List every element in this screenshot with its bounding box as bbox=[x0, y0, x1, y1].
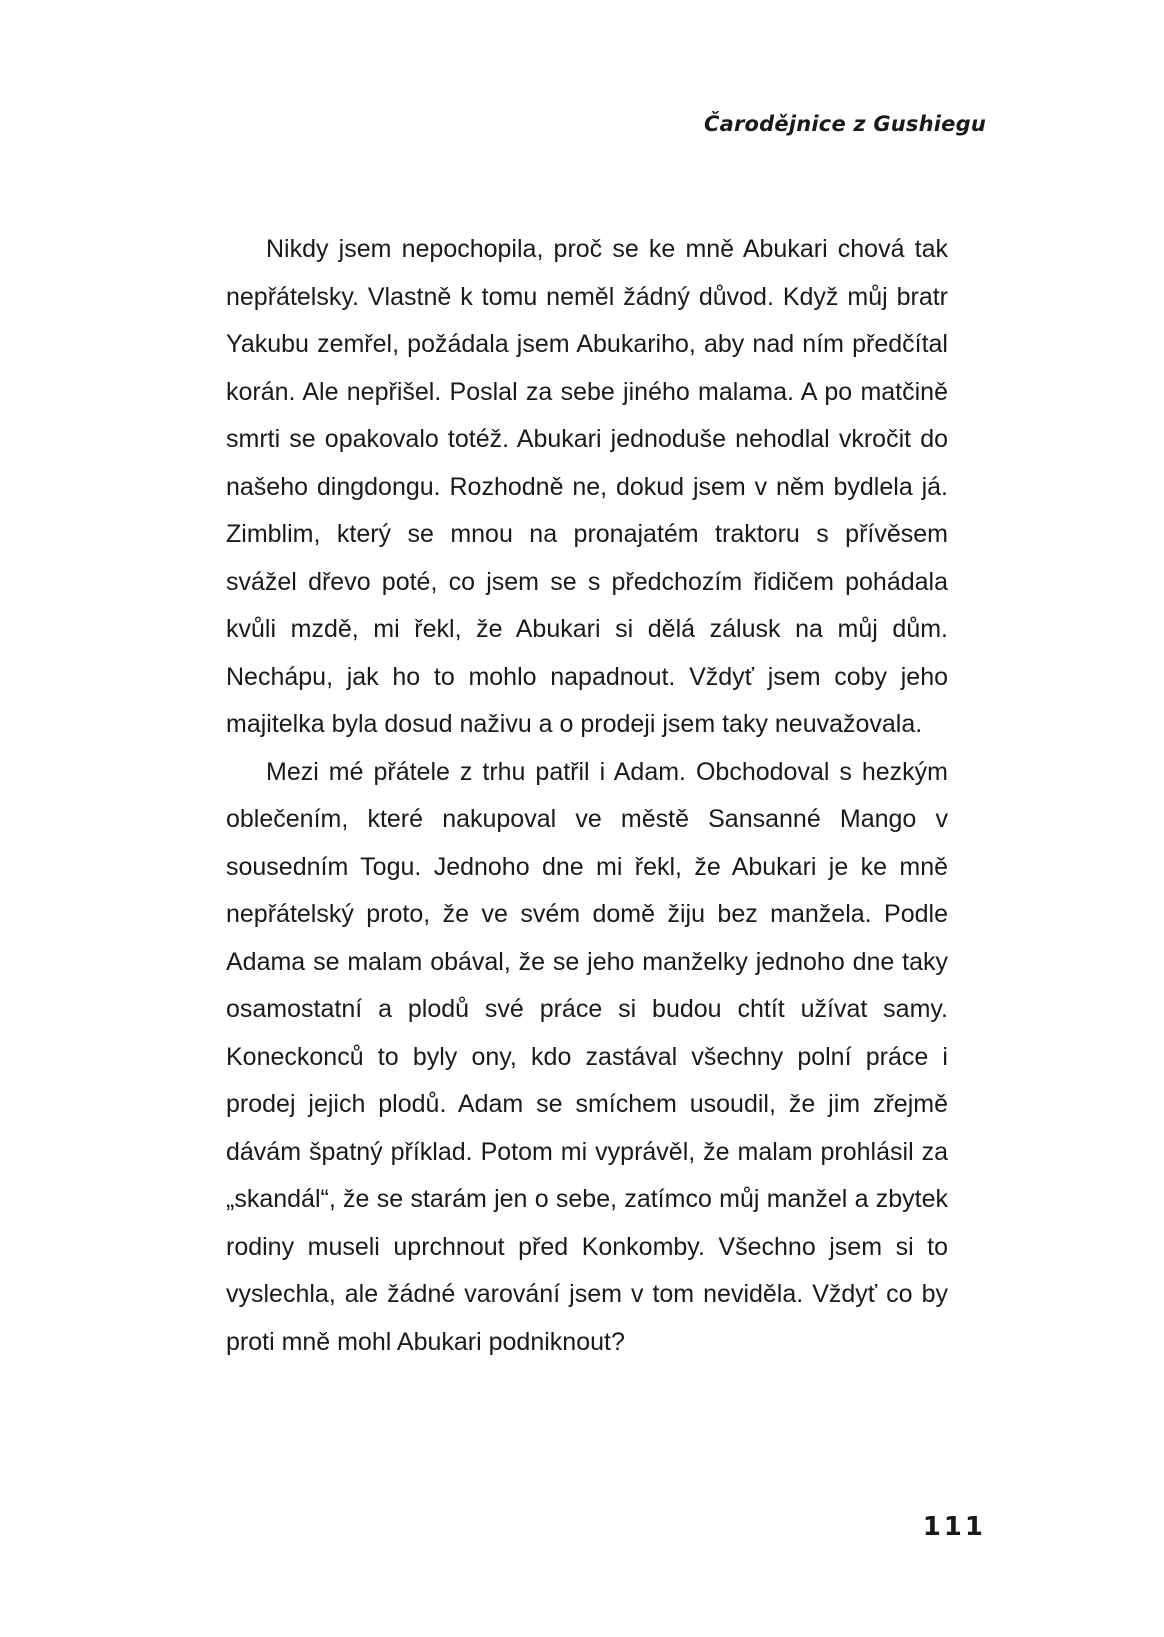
paragraph: Nikdy jsem nepochopila, proč se ke mně Abukari chová tak nepřátelsky. Vlastně k tomu neměl žádný důvod. Když můj bratr Yakubu zemřel, požádala jsem Abukariho, aby nad ním předčítal korán. Ale nepřišel. Poslal za sebe jiného malama. A po matčině smrti se opakovalo totéž. Abukari jednoduše nehodlal vkročit do našeho dingdongu. Rozhodně ne, dokud jsem v něm bydlela já. Zimblim, který se mnou na pronajatém traktoru s přívěsem svážel dřevo poté, co jsem se s předchozím řidičem pohádala kvůli mzdě, mi řekl, že Abukari si dělá zálusk na můj dům. Nechápu, jak ho to mohlo napadnout. Vždyť jsem coby jeho majitelka byla dosud naživu a o prodeji jsem taky neuvažovala. bbox=[226, 235, 948, 738]
running-header-title: Čarodějnice z Gushiegu bbox=[704, 112, 986, 136]
paragraph: Mezi mé přátele z trhu patřil i Adam. Obchodoval s hezkým oblečením, které nakupoval ve městě Sansanné Mango v sousedním Togu. Jednoho dne mi řekl, že Abukari je ke mně nepřátelský proto, že ve svém domě žiju bez manžela. Podle Adama se malam obával, že se jeho manželky jednoho dne taky osamostatní a plodů své práce si budou chtít užívat samy. Koneckonců to byly ony, kdo zastával všechny polní práce i prodej jejich plodů. Adam se smíchem usoudil, že jim zřejmě dávám špatný příklad. Potom mi vyprávěl, že malam prohlásil za „skandál“, že se starám jen o sebe, zatímco můj manžel a zbytek rodiny museli uprchnout před Konkomby. Všechno jsem si to vyslechla, ale žádné varování jsem v tom neviděla. Vždyť co by proti mně mohl Abukari podniknout? bbox=[226, 757, 948, 1356]
body-text bbox=[226, 226, 948, 1366]
page-number: 111 bbox=[922, 1512, 986, 1542]
